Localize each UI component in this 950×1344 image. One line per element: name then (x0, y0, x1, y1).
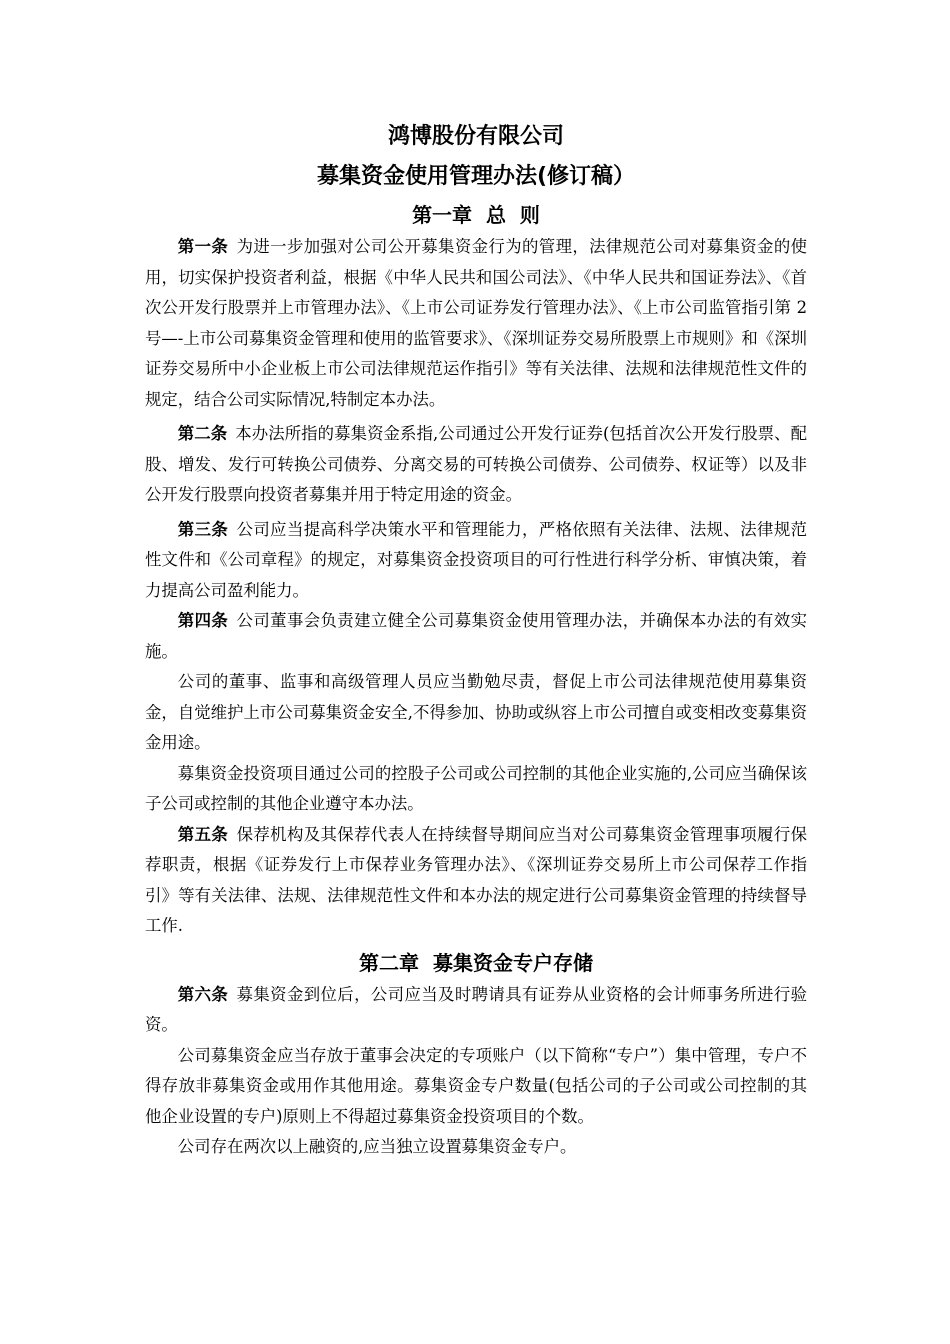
article-2-label: 第二条 (177, 424, 228, 443)
article-5 (145, 820, 807, 942)
article-6-text: 募集资金到位后，公司应当及时聘请具有证券从业资格的会计师事务所进行验资。 (145, 984, 808, 1034)
article-4-paragraph-3: 募集资金投资项目通过公司的控股子公司或公司控制的其他企业实施的,公司应当确保该子公司或控制的其他企业遵守本办法。 (145, 763, 807, 813)
article-1-label: 第一条 (177, 237, 229, 256)
chapter-1-heading: 第一章 总 则 (412, 203, 540, 227)
article-6-label: 第六条 (177, 984, 229, 1004)
document-body (145, 118, 807, 1163)
article-3-text: 公司应当提高科学决策水平和管理能力，严格依照有关法律、法规、法律规范性文件和《公司章程》的规定，对募集资金投资项目的可行性进行科学分析、审慎决策，着力提高公司盈利能力。 (145, 519, 808, 600)
article-4-text: 公司董事会负责建立健全公司募集资金使用管理办法，并确保本办法的有效实施。 (145, 611, 808, 661)
article-1-text: 为进一步加强对公司公开募集资金行为的管理，法律规范公司对募集资金的使用，切实保护投资者利益，根据《中华人民共和国公司法》、《中华人民共和国证券法》、《首次公开发行股票并上市管理办法》、《上市公司证券发行管理办法》、《上市公司监管指引第 2 号—-上市公司募集资金管理和使用的监管要求》、《深圳证券交易所股票上市规则》和《深圳证券交易所中小企业板上市公司法律规范运作指引》等有关法律、法规和法律规范性文件的规定，结合公司实际情况,特制定本办法。 (145, 237, 808, 409)
article-4-paragraph-2: 公司的董事、监事和高级管理人员应当勤勉尽责，督促上市公司法律规范使用募集资金，自觉维护上市公司募集资金安全,不得参加、协助或纵容上市公司擅自或变相改变募集资金用途。 (145, 672, 807, 752)
article-6-paragraph-2: 公司募集资金应当存放于董事会决定的专项账户（以下简称“专户”）集中管理，专户不得存放非募集资金或用作其他用途。募集资金专户数量(包括公司的子公司或公司控制的其他企业设置的专户)原则上不得超过募集资金投资项目的个数。 (145, 1045, 807, 1126)
article-5-text: 保荐机构及其保荐代表人在持续督导期间应当对公司募集资金管理事项履行保荐职责，根据《证券发行上市保荐业务管理办法》、《深圳证券交易所上市公司保荐工作指引》等有关法律、法规、法律规范性文件和本办法的规定进行公司募集资金管理的持续督导工作. (145, 824, 808, 935)
article-6-paragraph-3: 公司存在两次以上融资的,应当独立设置募集资金专户。 (177, 1137, 577, 1156)
chapter-2-heading: 第二章 募集资金专户存储 (359, 950, 593, 975)
article-2 (145, 419, 807, 511)
article-4-label: 第四条 (177, 611, 229, 630)
article-6 (145, 980, 807, 1041)
company-title: 鸿博股份有限公司 (387, 124, 564, 149)
article-4 (145, 606, 807, 667)
document-title: 募集资金使用管理办法(修订稿） (316, 164, 636, 189)
article-1 (145, 232, 807, 415)
article-5-label: 第五条 (177, 824, 229, 844)
article-2-text: 本办法所指的募集资金系指,公司通过公开发行证券(包括首次公开发行股票、配股、增发、发行可转换公司债券、分离交易的可转换公司债券、公司债券、权证等）以及非公开发行股票向投资者募集并用于特定用途的资金。 (145, 424, 808, 504)
article-3-label: 第三条 (177, 519, 229, 539)
article-3 (145, 515, 807, 607)
